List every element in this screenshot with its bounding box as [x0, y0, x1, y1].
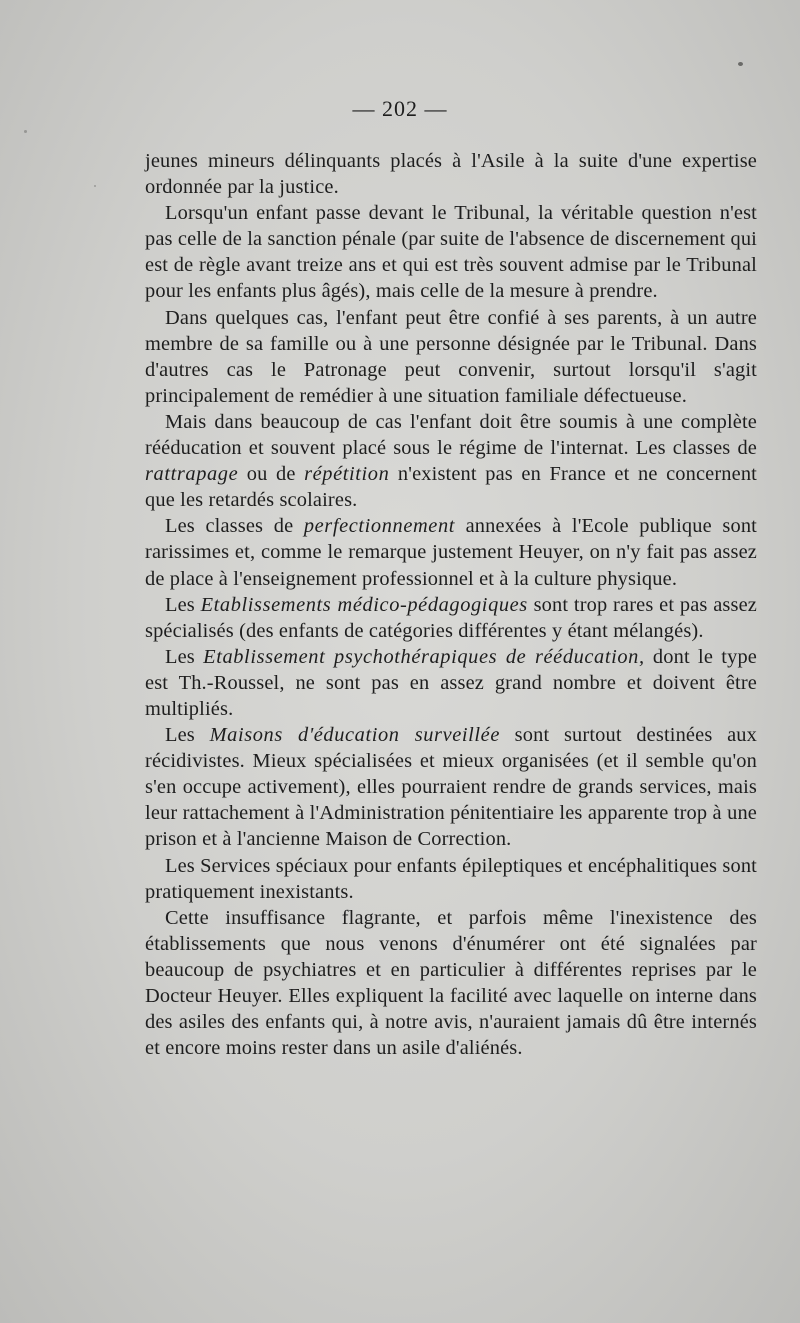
- paragraph: [145, 409, 757, 513]
- paragraph: [145, 305, 757, 409]
- page-number: — 202 —: [352, 96, 448, 121]
- text-run: Cette insuffisance flagrante, et parfois même l'inexistence des établissements que nous venons d'énumérer ont été signalées par beaucoup de psychiatres et en particulier à différentes reprises par le Docteur Heuyer. Elles expliquent la facilité avec laquelle on interne dans des asiles des enfants qui, à notre avis, n'auraient jamais dû être internés et encore moins rester dans un asile d'aliénés.: [145, 906, 757, 1060]
- body-text: [145, 148, 757, 1061]
- text-run: jeunes mineurs délinquants placés à l'Asile à la suite d'une expertise ordonnée par la justice.: [145, 150, 757, 199]
- paragraph: [145, 513, 757, 591]
- italic-term: Maisons d'éducation surveillée: [209, 724, 500, 747]
- paragraph: [145, 148, 757, 200]
- italic-term: répétition: [304, 463, 390, 486]
- text-run: Dans quelques cas, l'enfant peut être confié à ses parents, à un autre membre de sa famille ou à une personne désignée par le Tribunal. Dans d'autres cas le Patronage peut convenir, surtout lorsqu'il s'agit principalement de remédier à une situation familiale défectueuse.: [145, 306, 757, 407]
- text-run: annexées à l'Ecole publique sont rarissimes et, comme le remarque justement Heuyer, on n'y fait pas assez de place à l'enseignement professionnel et à la culture physique.: [145, 515, 757, 590]
- italic-term: Etablissements médico-pédagogiques: [200, 593, 528, 616]
- scan-speck: [738, 62, 743, 66]
- scan-speck: [24, 130, 27, 133]
- text-run: Les Services spéciaux pour enfants épileptiques et encéphalitiques sont pratiquement inexistants.: [145, 854, 757, 903]
- paragraph: [145, 905, 757, 1062]
- text-run: Les: [165, 645, 204, 668]
- text-run: Les: [165, 724, 210, 747]
- paragraph: [145, 200, 757, 304]
- paragraph: [145, 592, 757, 644]
- text-run: Mais dans beaucoup de cas l'enfant doit être soumis à une complète rééducation et souvent placé sous le régime de l'internat. Les classes de: [145, 410, 757, 460]
- text-run: n'existent pas en France et ne concernent que les retardés scolaires.: [145, 463, 758, 512]
- italic-term: Etablissement psychothérapiques de rééducation,: [203, 645, 645, 668]
- text-run: sont surtout destinées aux récidivistes. Mieux spécialisées et mieux organisées (et il semble qu'on s'en occupe activement), elles pourraient rendre de grands services, mais leur rattachement à l'Administration pénitentiaire les apparente trop à une prison et à l'ancienne Maison de Correction.: [145, 724, 757, 851]
- text-run: Les: [165, 593, 201, 616]
- paragraph: [145, 644, 757, 722]
- text-run: ou de: [238, 463, 305, 486]
- scan-speck: [94, 185, 96, 187]
- text-run: Les classes de: [165, 515, 304, 538]
- text-run: Lorsqu'un enfant passe devant le Tribunal, la véritable question n'est pas celle de la sanction pénale (par suite de l'absence de discernement qui est de règle avant treize ans et qui est très souvent admise par le Tribunal pour les enfants plus âgés), mais celle de la mesure à prendre.: [145, 202, 757, 303]
- paragraph: [145, 722, 757, 852]
- text-run: dont le type est Th.-Roussel, ne sont pas en assez grand nombre et doivent être multipliés.: [145, 645, 757, 720]
- text-run: sont trop rares et pas assez spécialisés (des enfants de catégories différentes y étant mélangés).: [145, 593, 757, 642]
- italic-term: rattrapage: [145, 463, 239, 486]
- paragraph: [145, 853, 757, 905]
- italic-term: perfectionnement: [303, 515, 456, 538]
